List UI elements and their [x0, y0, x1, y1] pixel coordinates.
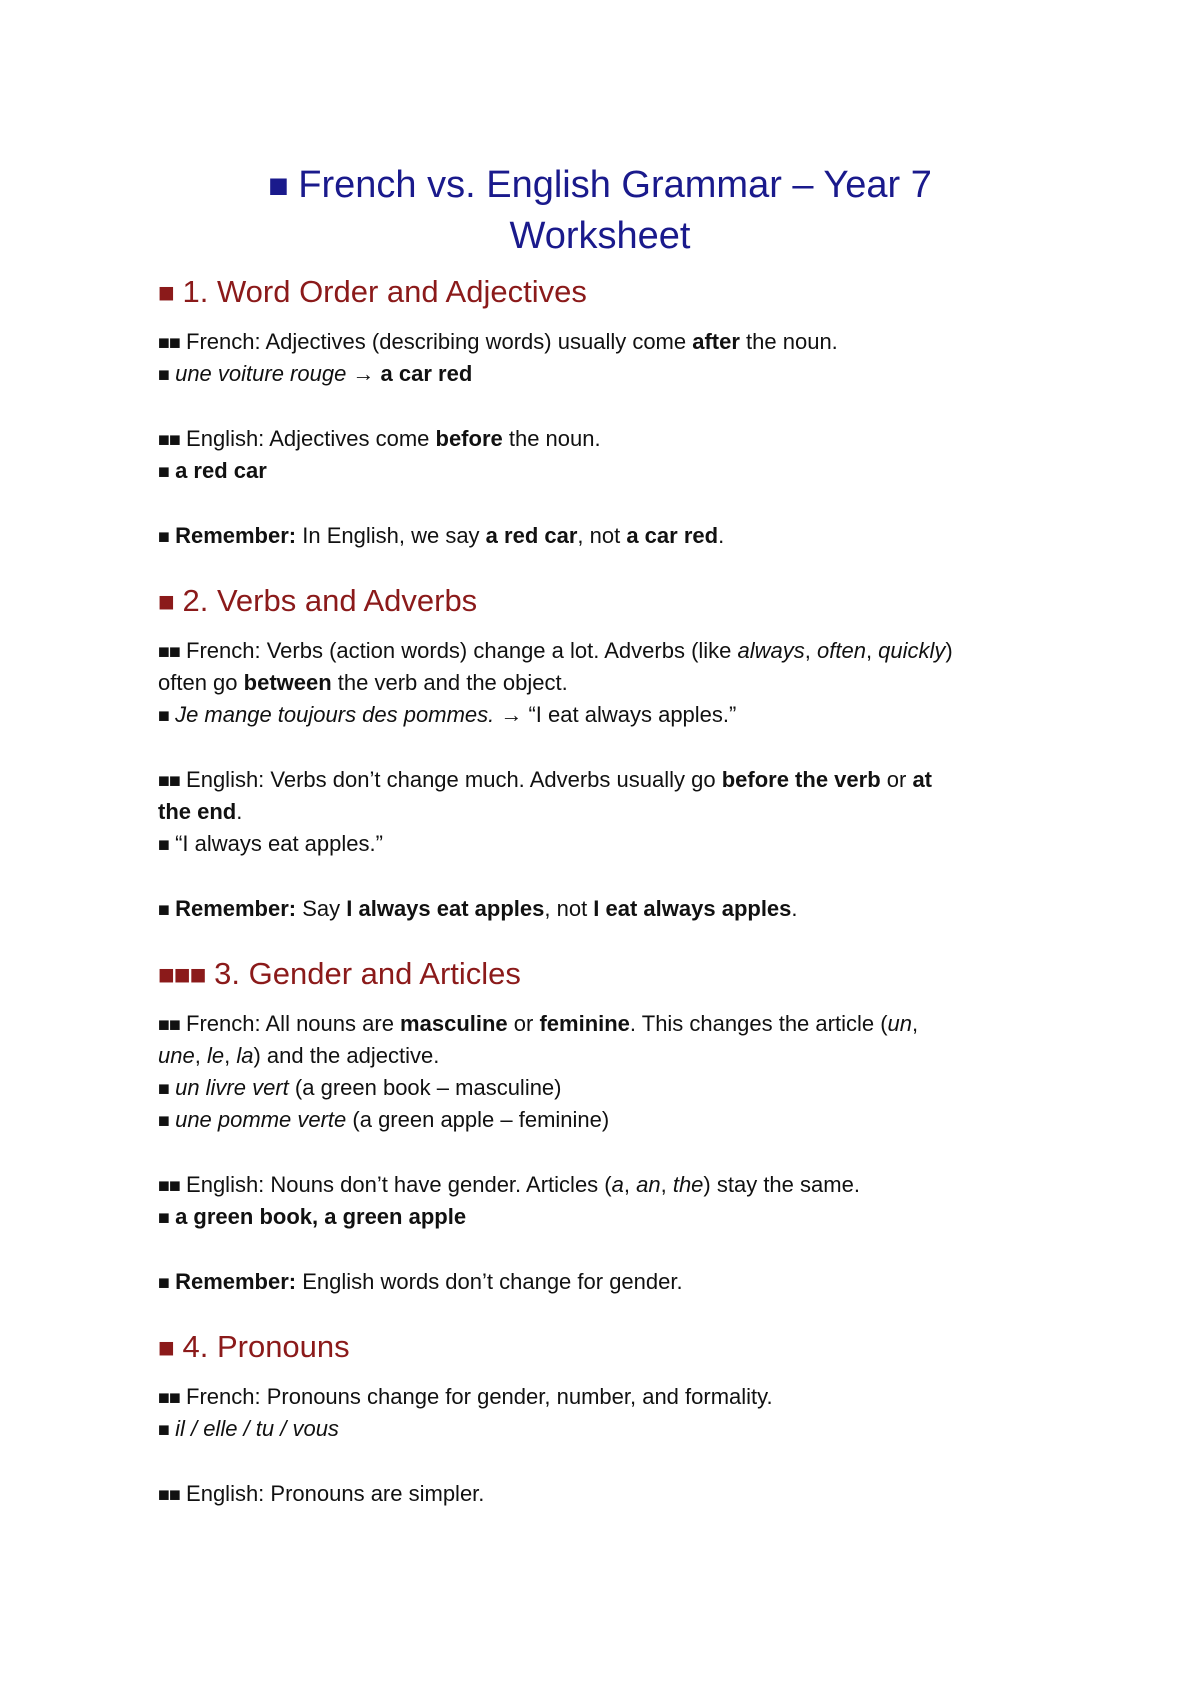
s1-french-rule: ■■ French: Adjectives (describing words) usually come after the noun. [158, 329, 838, 354]
section-square-icon: ■ [158, 277, 174, 308]
title-line-1: French vs. English Grammar – Year 7 [298, 164, 932, 206]
s3-french-rule-line2: une, le, la) and the adjective. [158, 1043, 440, 1068]
s3-remember: ■ Remember: English words don’t change for gender. [158, 1269, 683, 1294]
bullet-double-icon: ■■ [158, 429, 180, 451]
bullet-icon: ■ [158, 899, 169, 921]
s2-english-rule-line1: ■■ English: Verbs don’t change much. Adverbs usually go before the verb or at [158, 767, 932, 792]
s3-french-example-2: ■ une pomme verte (a green apple – feminine) [158, 1107, 610, 1132]
bullet-double-icon: ■■ [158, 1175, 180, 1197]
s2-english-example: ■ “I always eat apples.” [158, 831, 383, 856]
bullet-icon: ■ [158, 834, 169, 856]
s2-english-rule-line2: the end. [158, 799, 243, 824]
s3-english-rule: ■■ English: Nouns don’t have gender. Articles (a, an, the) stay the same. [158, 1172, 860, 1197]
s1-english-rule: ■■ English: Adjectives come before the noun. [158, 426, 601, 451]
bullet-icon: ■ [158, 526, 169, 548]
title-square-icon: ■ [268, 167, 288, 205]
bullet-double-icon: ■■ [158, 1014, 180, 1036]
bullet-double-icon: ■■ [158, 770, 180, 792]
section-3-heading: ■■■ 3. Gender and Articles [158, 956, 521, 991]
section-2-heading: ■ 2. Verbs and Adverbs [158, 583, 478, 618]
s3-french-rule-line1: ■■ French: All nouns are masculine or feminine. This changes the article (un, [158, 1011, 919, 1036]
s1-french-example: ■ une voiture rouge → a car red [158, 361, 473, 386]
page-title [0, 160, 1200, 261]
s3-french-example-1: ■ un livre vert (a green book – masculine) [158, 1075, 562, 1100]
section-square-icon: ■ [158, 586, 174, 617]
bullet-icon: ■ [158, 461, 169, 483]
s4-english-rule: ■■ English: Pronouns are simpler. [158, 1481, 485, 1506]
s4-french-example: ■ il / elle / tu / vous [158, 1416, 339, 1441]
s2-french-example: ■ Je mange toujours des pommes. → “I eat always apples.” [158, 702, 737, 727]
bullet-icon: ■ [158, 1078, 169, 1100]
s1-english-example: ■ a red car [158, 458, 267, 483]
section-square-icon: ■■■ [158, 959, 206, 990]
s4-french-rule: ■■ French: Pronouns change for gender, number, and formality. [158, 1384, 773, 1409]
bullet-icon: ■ [158, 1419, 169, 1441]
s2-remember: ■ Remember: Say I always eat apples, not I eat always apples. [158, 896, 798, 921]
bullet-double-icon: ■■ [158, 332, 180, 354]
s1-remember: ■ Remember: In English, we say a red car, not a car red. [158, 523, 725, 548]
bullet-double-icon: ■■ [158, 1484, 180, 1506]
bullet-icon: ■ [158, 705, 169, 727]
bullet-double-icon: ■■ [158, 1387, 180, 1409]
bullet-icon: ■ [158, 1110, 169, 1132]
section-4-heading: ■ 4. Pronouns [158, 1329, 350, 1364]
s2-french-rule-line1: ■■ French: Verbs (action words) change a lot. Adverbs (like always, often, quickly) [158, 638, 953, 663]
bullet-double-icon: ■■ [158, 641, 180, 663]
s2-french-rule-line2: often go between the verb and the object. [158, 670, 568, 695]
section-square-icon: ■ [158, 1332, 174, 1363]
bullet-icon: ■ [158, 1207, 169, 1229]
title-line-2: Worksheet [509, 215, 691, 257]
s3-english-example: ■ a green book, a green apple [158, 1204, 467, 1229]
section-1-heading: ■ 1. Word Order and Adjectives [158, 274, 587, 309]
bullet-icon: ■ [158, 1272, 169, 1294]
bullet-icon: ■ [158, 364, 169, 386]
